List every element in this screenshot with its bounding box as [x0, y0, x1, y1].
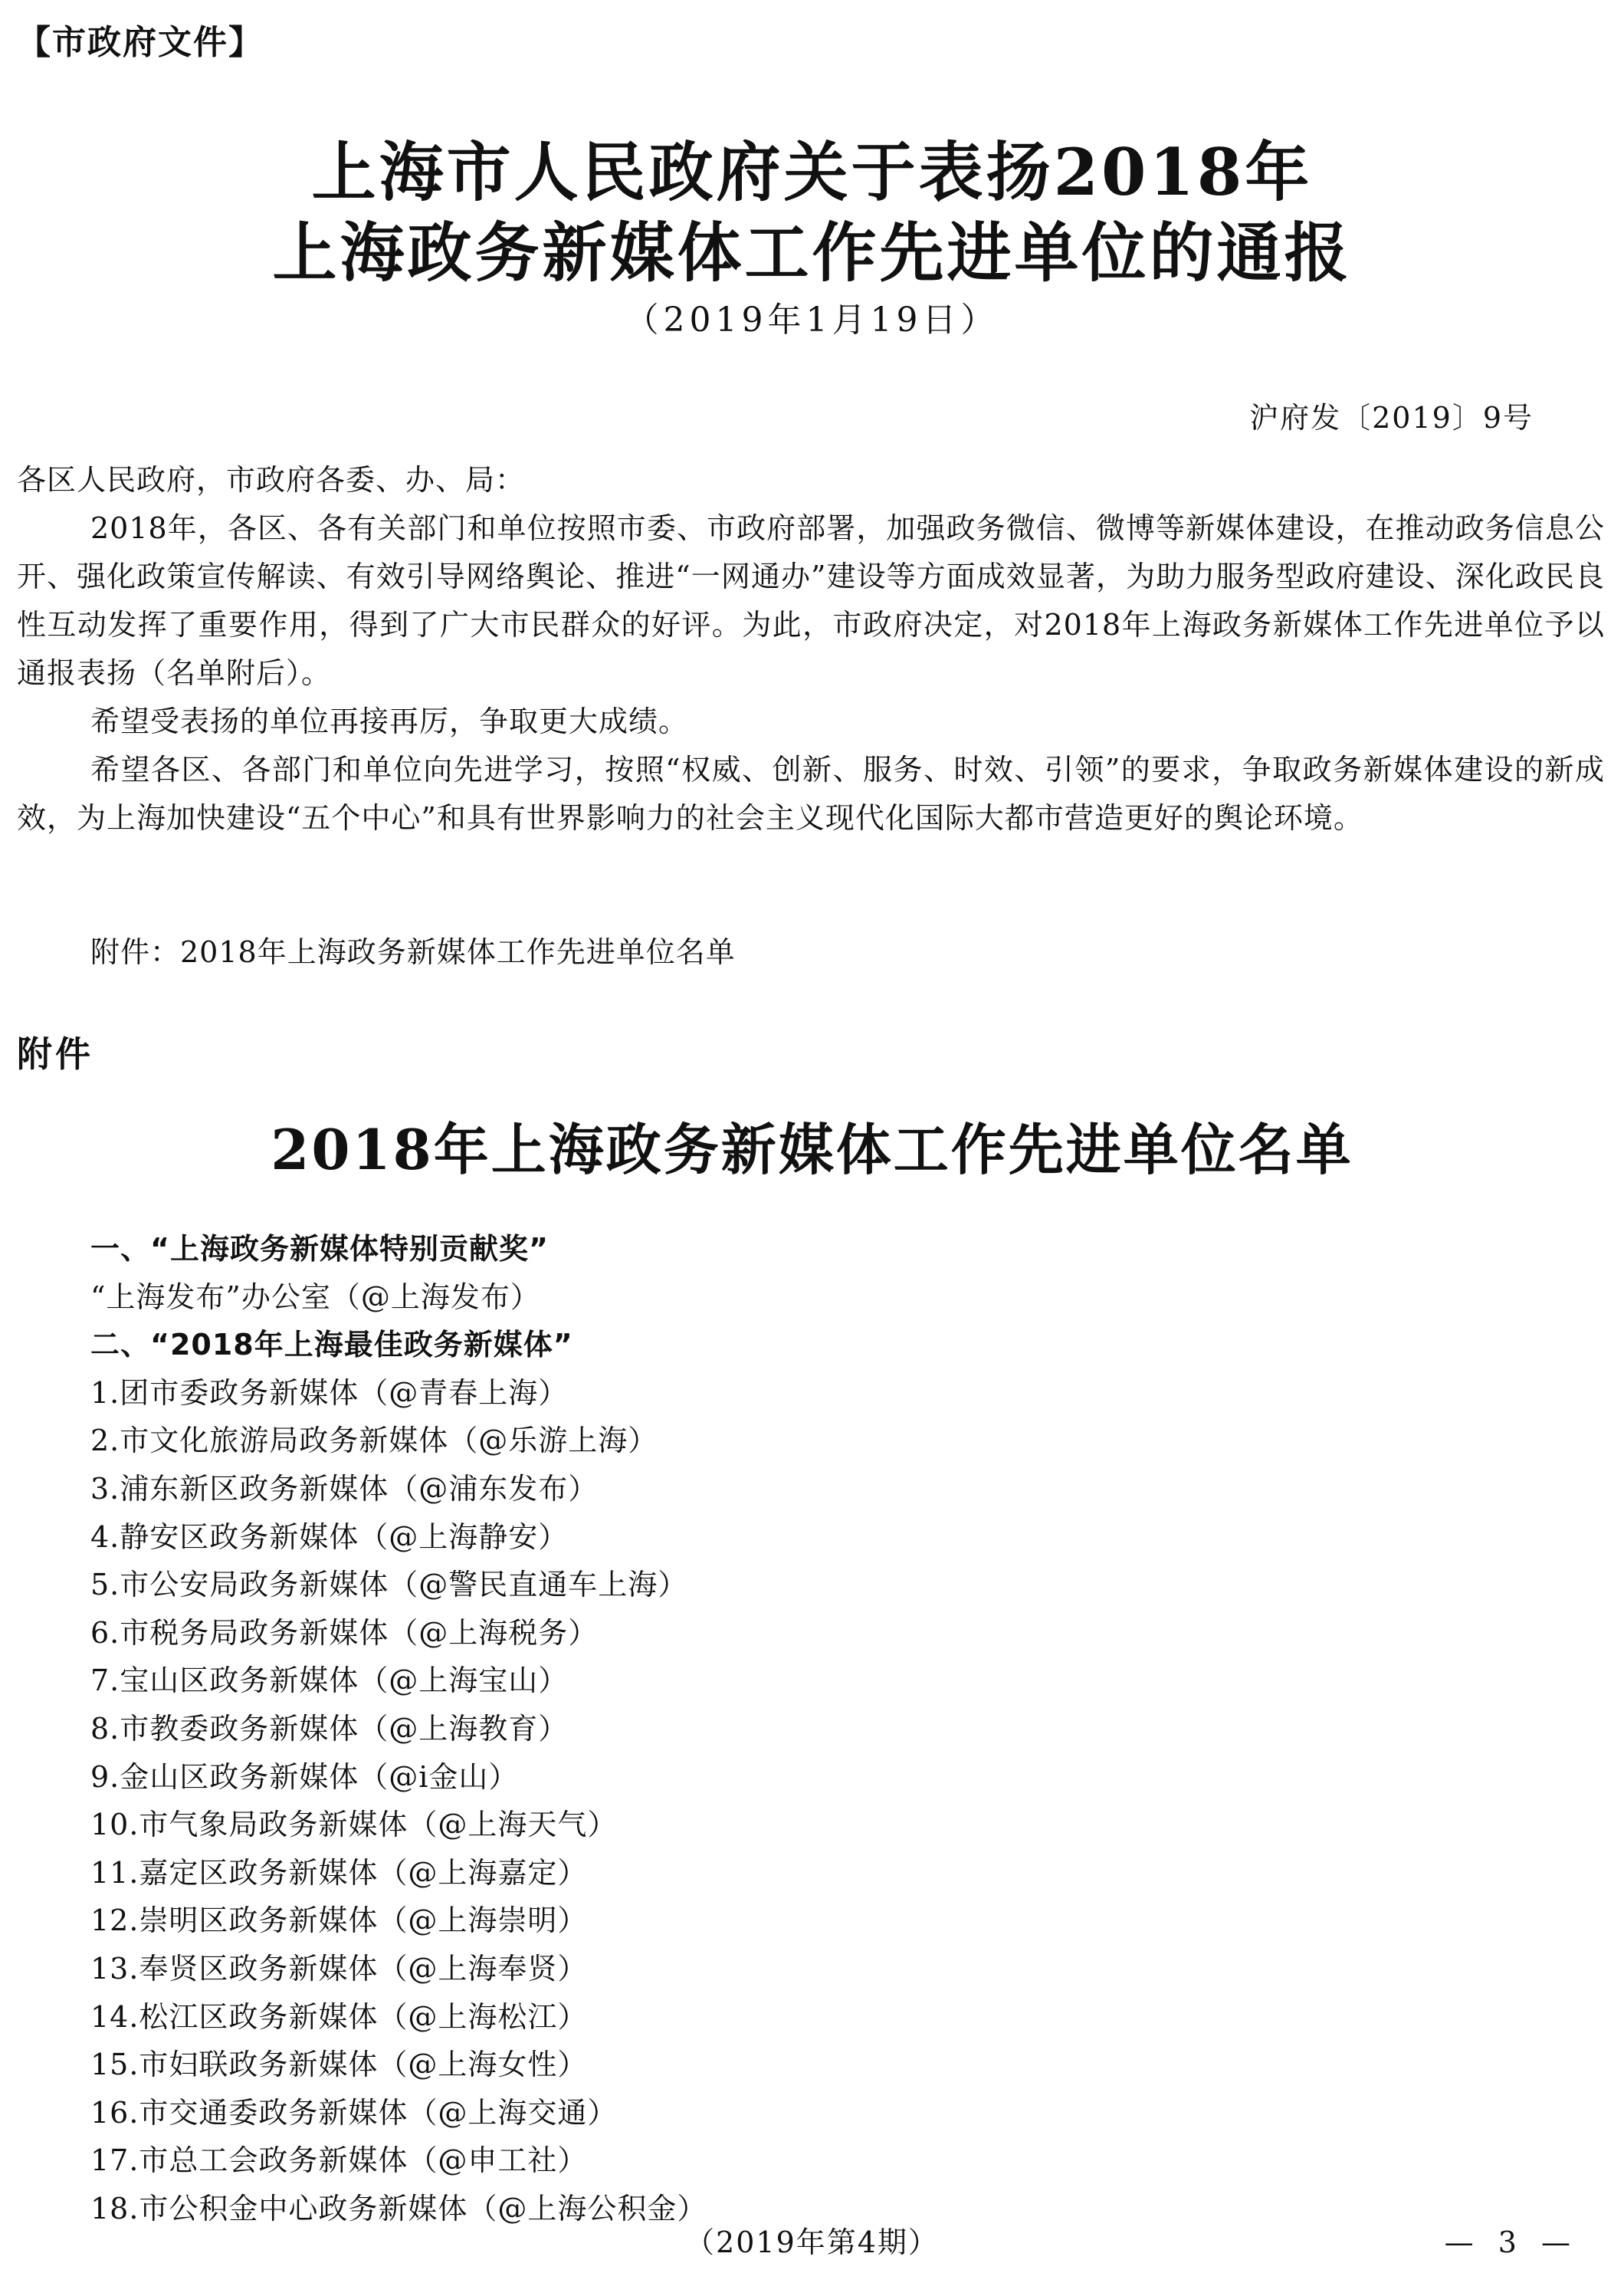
- body-paragraph: 希望各区、各部门和单位向先进学习，按照“权威、创新、服务、时效、引领”的要求，争取政务新媒体建设的新成效，为上海加快建设“五个中心”和具有世界影响力的社会主义现代化国际大都市营造更好的舆论环境。: [17, 753, 1605, 835]
- list-item: 1.团市委政务新媒体（@青春上海）: [90, 1375, 569, 1410]
- list-item: 13.奉贤区政务新媒体（@上海奉贤）: [90, 1951, 588, 1986]
- list-item: 3.浦东新区政务新媒体（@浦东发布）: [90, 1471, 599, 1506]
- list-item: 7.宝山区政务新媒体（@上海宝山）: [90, 1664, 569, 1698]
- document-date: （2019年1月19日）: [625, 301, 999, 340]
- list-item: 5.市公安局政务新媒体（@警民直通车上海）: [90, 1568, 688, 1602]
- list-item: 8.市教委政务新媒体（@上海教育）: [90, 1711, 569, 1746]
- award-list: [90, 1225, 1547, 2232]
- body-paragraphs: [17, 504, 1605, 843]
- document-title-line-1: 上海市人民政府关于表扬2018年: [311, 134, 1313, 210]
- list-item: 17.市总工会政务新媒体（@申工社）: [90, 2143, 588, 2178]
- list-item: 16.市交通委政务新媒体（@上海交通）: [90, 2095, 618, 2130]
- attachment-reference: 附件：2018年上海政务新媒体工作先进单位名单: [90, 935, 736, 969]
- category-label: 【市政府文件】: [17, 23, 264, 62]
- list-item: 2.市文化旅游局政务新媒体（@乐游上海）: [90, 1424, 658, 1458]
- list-item: 6.市税务局政务新媒体（@上海税务）: [90, 1615, 599, 1650]
- page-number: — 3 —: [1444, 2225, 1578, 2259]
- list-item: 4.静安区政务新媒体（@上海静安）: [90, 1519, 569, 1554]
- body-paragraph: 希望受表扬的单位再接再厉，争取更大成绩。: [90, 705, 689, 738]
- document-number: 沪府发〔2019〕9号: [1249, 401, 1534, 435]
- section-title-best-new-media: 二、“2018年上海最佳政务新媒体”: [90, 1328, 573, 1362]
- list-item: 14.松江区政务新媒体（@上海松江）: [90, 1999, 588, 2034]
- salutation-text: 各区人民政府，市政府各委、办、局：: [17, 463, 526, 497]
- body-paragraph: 2018年，各区、各有关部门和单位按照市委、市政府部署，加强政务微信、微博等新媒体建设，在推动政务信息公开、强化政策宣传解读、有效引导网络舆论、推进“一网通办”建设等方面成效显著，为助力服务型政府建设、深化政民良性互动发挥了重要作用，得到了广大市民群众的好评。为此，市政府决定，对2018年上海政务新媒体工作先进单位予以通报表扬（名单附后）。: [17, 511, 1605, 690]
- issue-number: （2019年第4期）: [685, 2225, 939, 2259]
- annex-title: 2018年上海政务新媒体工作先进单位名单: [271, 1117, 1353, 1182]
- section-title-special-contribution: 一、“上海政务新媒体特别贡献奖”: [90, 1232, 549, 1266]
- list-item: 12.崇明区政务新媒体（@上海崇明）: [90, 1903, 588, 1938]
- list-item: “上海发布”办公室（@上海发布）: [90, 1279, 540, 1314]
- document-title-line-2: 上海政务新媒体工作先进单位的通报: [272, 215, 1352, 291]
- list-item: 11.嘉定区政务新媒体（@上海嘉定）: [90, 1855, 588, 1890]
- salutation: [17, 456, 1605, 504]
- list-item: 9.金山区政务新媒体（@i金山）: [90, 1759, 519, 1794]
- list-item: 18.市公积金中心政务新媒体（@上海公积金）: [90, 2191, 707, 2225]
- annex-label: 附件: [17, 1033, 94, 1075]
- list-item: 10.市气象局政务新媒体（@上海天气）: [90, 1808, 618, 1842]
- list-item: 15.市妇联政务新媒体（@上海女性）: [90, 2048, 588, 2082]
